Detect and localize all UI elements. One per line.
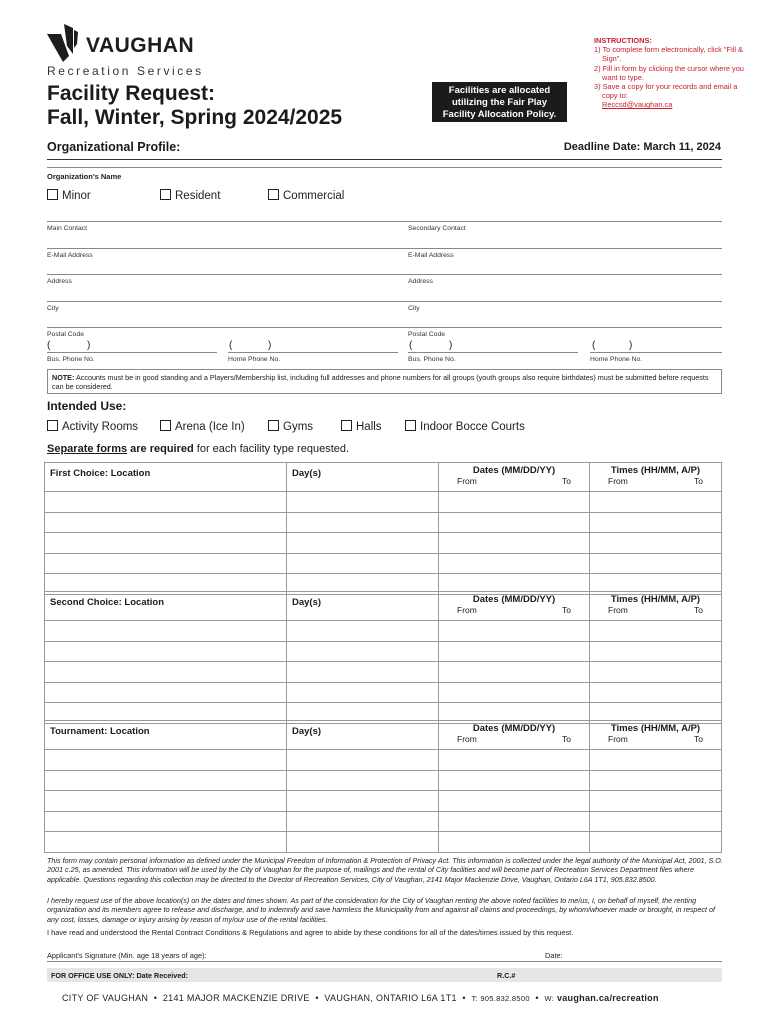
- email-label: E-Mail Address: [47, 252, 93, 259]
- checkbox-activity-rooms[interactable]: [47, 420, 138, 433]
- bus-phone-label: Bus. Phone No.: [47, 356, 95, 363]
- home-phone-label: Home Phone No.: [228, 356, 281, 363]
- office-date-received: FOR OFFICE USE ONLY: Date Received:: [51, 971, 188, 980]
- deadline-date: Deadline Date: March 11, 2024: [563, 141, 721, 153]
- separate-forms-text: [47, 443, 349, 455]
- email-label-secondary: E-Mail Address: [408, 252, 454, 259]
- table-header-row: [45, 463, 722, 492]
- address-label-secondary: Address: [408, 278, 433, 285]
- footer-city: CITY OF VAUGHAN: [62, 993, 149, 1003]
- instruction-item: 1) To complete form electronically, click "Fill & Sign".: [594, 45, 743, 64]
- from-header: From: [457, 476, 477, 486]
- address-label: Address: [47, 278, 72, 285]
- dates-header-title: Dates (MM/DD/YY): [472, 594, 556, 605]
- footer-web-prefix: W:: [544, 994, 555, 1003]
- checkbox-box[interactable]: [160, 189, 171, 200]
- bus-phone-field[interactable]: [47, 352, 217, 353]
- separate-forms-underlined: Separate forms: [47, 443, 128, 455]
- divider: [47, 159, 722, 160]
- home-phone-field-secondary[interactable]: [590, 352, 722, 353]
- date-label: Date:: [545, 951, 563, 960]
- page-subtitle: Fall, Winter, Spring 2024/2025: [47, 106, 343, 129]
- phone-paren-open: (: [592, 340, 596, 351]
- bullet-icon: •: [312, 993, 322, 1003]
- dates-header-title: Dates (MM/DD/YY): [472, 723, 556, 734]
- checkbox-gyms[interactable]: [268, 420, 313, 433]
- table-row[interactable]: [45, 512, 722, 533]
- bullet-icon: •: [532, 993, 542, 1003]
- table-row[interactable]: [45, 750, 722, 771]
- checkbox-arena[interactable]: [160, 420, 245, 433]
- checkbox-label: Indoor Bocce Courts: [420, 421, 525, 433]
- dates-header-title: Dates (MM/DD/YY): [472, 465, 556, 476]
- dates-header: [439, 721, 590, 750]
- footer-town: VAUGHAN, ONTARIO L6A 1T1: [324, 993, 457, 1003]
- table-row[interactable]: [45, 811, 722, 832]
- checkbox-label: Gyms: [283, 421, 314, 433]
- to-header: To: [562, 605, 571, 615]
- checkbox-box[interactable]: [160, 420, 171, 431]
- checkbox-commercial[interactable]: [268, 189, 344, 202]
- location-header: First Choice: Location: [45, 463, 287, 492]
- bullet-icon: •: [151, 993, 161, 1003]
- separate-forms-rest: for each facility type requested.: [193, 443, 350, 455]
- bullet-icon: •: [459, 993, 469, 1003]
- first-choice-table: [44, 462, 722, 595]
- footer: [62, 993, 659, 1003]
- instruction-item: 2) Fill in form by clicking the cursor where you want to type.: [594, 63, 744, 82]
- phone-paren-close: ): [629, 340, 633, 351]
- instructions-email-link[interactable]: Reccsd@vaughan.ca: [602, 100, 673, 110]
- note-box: [47, 369, 722, 394]
- secondary-contact-label: Secondary Contact: [408, 225, 466, 232]
- checkbox-resident[interactable]: [160, 189, 220, 202]
- tournament-table: [44, 720, 722, 853]
- to-header: To: [694, 476, 703, 486]
- postal-field[interactable]: [47, 327, 722, 328]
- table-row[interactable]: [45, 641, 722, 662]
- policy-line: Facilities are allocated: [448, 85, 551, 96]
- checkbox-box[interactable]: [268, 420, 279, 431]
- table-row[interactable]: [45, 621, 722, 642]
- policy-line: utilizing the Fair Play: [451, 97, 547, 108]
- note-label: NOTE:: [52, 373, 75, 382]
- logo-text: VAUGHAN: [86, 34, 195, 57]
- policy-box: [432, 82, 567, 122]
- times-header: [590, 592, 722, 621]
- phone-paren-close: ): [449, 340, 453, 351]
- phone-paren-close: ): [87, 340, 91, 351]
- instruction-item: 3) Save a copy for your records and email a copy to:: [594, 82, 738, 101]
- signature-label: Applicant's Signature (Min. age 18 years of age):: [47, 951, 207, 960]
- table-row[interactable]: [45, 832, 722, 853]
- main-contact-field[interactable]: [47, 221, 722, 222]
- times-header-title: Times (HH/MM, A/P): [610, 723, 701, 734]
- location-header: Second Choice: Location: [45, 592, 287, 621]
- checkbox-box[interactable]: [268, 189, 279, 200]
- checkbox-label: Arena (Ice In): [175, 421, 245, 433]
- footer-website-link[interactable]: vaughan.ca/recreation: [556, 993, 659, 1003]
- bus-phone-label-secondary: Bus. Phone No.: [408, 356, 456, 363]
- from-header: From: [608, 734, 628, 744]
- checkbox-label: Commercial: [283, 190, 345, 202]
- email-field[interactable]: [47, 248, 722, 249]
- days-header: Day(s): [287, 592, 439, 621]
- checkbox-box[interactable]: [341, 420, 352, 431]
- checkbox-box[interactable]: [405, 420, 416, 431]
- phone-paren-close: ): [268, 340, 272, 351]
- checkbox-indoor-bocce[interactable]: [405, 420, 525, 433]
- from-header: From: [457, 734, 477, 744]
- checkbox-label: Activity Rooms: [62, 421, 139, 433]
- postal-label: Postal Code: [47, 331, 85, 338]
- to-header: To: [694, 605, 703, 615]
- phone-paren-open: (: [409, 340, 413, 351]
- postal-label-secondary: Postal Code: [408, 331, 446, 338]
- checkbox-minor[interactable]: [47, 189, 91, 202]
- days-header: Day(s): [287, 463, 439, 492]
- location-header: Tournament: Location: [45, 721, 287, 750]
- signature-field[interactable]: [47, 961, 722, 962]
- footer-phone: T: 905.832.8500: [471, 994, 530, 1003]
- main-contact-label: Main Contact: [47, 225, 88, 232]
- agreement-text: I have read and understood the Rental Contract Conditions & Regulations and agree to abide by these conditions for all of the dates/times issued by this request.: [47, 928, 574, 937]
- footer-address: 2141 MAJOR MACKENZIE DRIVE: [162, 993, 310, 1003]
- bus-phone-field-secondary[interactable]: [408, 352, 578, 353]
- times-header-title: Times (HH/MM, A/P): [610, 594, 701, 605]
- to-header: To: [562, 734, 571, 744]
- table-row[interactable]: [45, 791, 722, 812]
- separate-forms-bold: are required: [127, 443, 194, 455]
- times-header: [590, 721, 722, 750]
- phone-paren-open: (: [229, 340, 233, 351]
- city-label-secondary: City: [408, 305, 420, 312]
- dates-header: [439, 592, 590, 621]
- from-header: From: [457, 605, 477, 615]
- page-title: Facility Request:: [47, 82, 216, 105]
- to-header: To: [694, 734, 703, 744]
- org-profile-heading: Organizational Profile:: [47, 140, 181, 154]
- checkbox-halls[interactable]: [341, 420, 382, 433]
- intended-use-heading: Intended Use:: [47, 399, 127, 413]
- checkbox-box[interactable]: [47, 420, 58, 431]
- home-phone-field[interactable]: [228, 352, 398, 353]
- city-label: City: [47, 305, 59, 312]
- table-header-row: [45, 721, 722, 750]
- checkbox-label: Halls: [356, 421, 382, 433]
- days-header: Day(s): [287, 721, 439, 750]
- address-field[interactable]: [47, 274, 722, 275]
- city-field[interactable]: [47, 301, 722, 302]
- table-row[interactable]: [45, 533, 722, 554]
- org-name-field[interactable]: [47, 167, 722, 168]
- from-header: From: [608, 476, 628, 486]
- instructions-heading: INSTRUCTIONS:: [594, 36, 652, 45]
- from-header: From: [608, 605, 628, 615]
- office-use-bar: [47, 968, 722, 982]
- table-row[interactable]: [45, 553, 722, 574]
- times-header: [590, 463, 722, 492]
- times-header-title: Times (HH/MM, A/P): [610, 465, 701, 476]
- checkbox-box[interactable]: [47, 189, 58, 200]
- dates-header: [439, 463, 590, 492]
- checkbox-label: Minor: [62, 190, 91, 202]
- checkbox-label: Resident: [175, 190, 221, 202]
- org-name-label: Organization's Name: [47, 172, 122, 181]
- vaughan-logo-icon: [47, 24, 87, 62]
- table-row[interactable]: [45, 770, 722, 791]
- request-statement: I hereby request use of the above location(s) on the dates and times shown. As part of the consideration for the City of Vaughan renting the above noted facilities to me/us, I, on behalf of myself, the renting organization and its members agree to release and discharge, and to indemnify and save harmless the Municipality from and against all claims and proceedings, by whom/whoever made or brought, in respect of any cost, losses, damage or injury arising by reason of my/our use of the rental facilities.: [47, 896, 715, 924]
- table-row[interactable]: [45, 682, 722, 703]
- department-name: Recreation Services: [47, 64, 204, 78]
- second-choice-table: [44, 591, 722, 724]
- table-row[interactable]: [45, 492, 722, 513]
- phone-paren-open: (: [47, 340, 51, 351]
- office-rc: R.C.#: [497, 971, 516, 980]
- note-text: Accounts must be in good standing and a Players/Membership list, including full addresses and phone numbers for all groups (youth groups also require birthdates) must be submitted before requests can be considered.: [52, 373, 709, 391]
- instructions: [594, 36, 744, 110]
- home-phone-label-secondary: Home Phone No.: [590, 356, 643, 363]
- table-header-row: [45, 592, 722, 621]
- policy-line: Facility Allocation Policy.: [442, 109, 557, 120]
- table-row[interactable]: [45, 662, 722, 683]
- to-header: To: [562, 476, 571, 486]
- privacy-notice: This form may contain personal information as defined under the Municipal Freedom of Information & Protection of Privacy Act. This information is collected under the legal authority of the Municipal Act, 2001, S.O. 2001 c.25, as amended. This information will be used by the City of Vaughan for the purpose of, mailings and the rental of City facilities and will become part of Recreation Services Department files where applicable. Questions regarding this collection may be directed to the Director of Recreation Services, City of Vaughan, 2141 Major Mackenzie Drive, Vaughan, Ontario L6A 1T1, 905.832.8500.: [47, 856, 723, 884]
